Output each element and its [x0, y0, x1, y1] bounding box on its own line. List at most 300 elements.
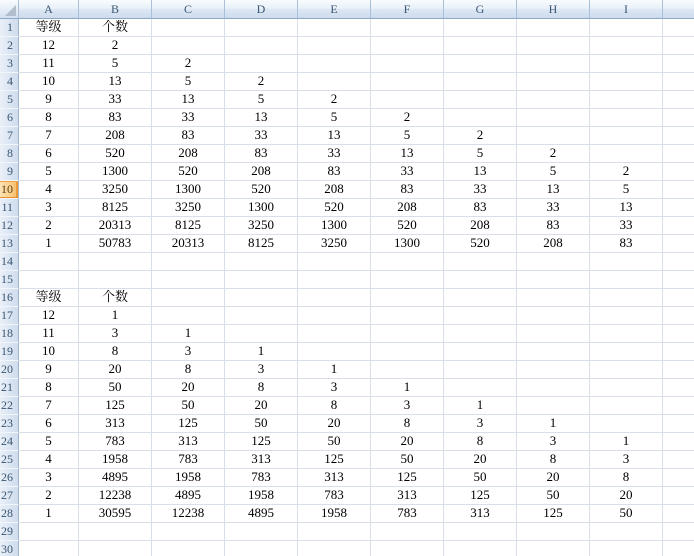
row-header-22[interactable]: [0, 397, 19, 415]
cell-B9[interactable]: 1300: [79, 163, 152, 181]
cell-partial-20[interactable]: [663, 361, 694, 379]
cell-F14[interactable]: [371, 253, 444, 271]
row-header-7[interactable]: [0, 127, 19, 145]
cell-A11[interactable]: 3: [19, 199, 79, 217]
cell-A12[interactable]: 2: [19, 217, 79, 235]
cell-A25[interactable]: 4: [19, 451, 79, 469]
cell-E4[interactable]: [298, 73, 371, 91]
cell-C27[interactable]: 4895: [152, 487, 225, 505]
cell-E26[interactable]: 313: [298, 469, 371, 487]
cell-D22[interactable]: 20: [225, 397, 298, 415]
cell-H11[interactable]: 33: [517, 199, 590, 217]
cell-F15[interactable]: [371, 271, 444, 289]
cell-partial-23[interactable]: [663, 415, 694, 433]
cell-C18[interactable]: 1: [152, 325, 225, 343]
cell-I8[interactable]: [590, 145, 663, 163]
cell-C21[interactable]: 20: [152, 379, 225, 397]
cell-E8[interactable]: 33: [298, 145, 371, 163]
cell-E17[interactable]: [298, 307, 371, 325]
cell-B6[interactable]: 83: [79, 109, 152, 127]
cell-C22[interactable]: 50: [152, 397, 225, 415]
cell-I5[interactable]: [590, 91, 663, 109]
cell-C30[interactable]: [152, 541, 225, 556]
cell-I17[interactable]: [590, 307, 663, 325]
cell-H4[interactable]: [517, 73, 590, 91]
cell-D2[interactable]: [225, 37, 298, 55]
cell-H22[interactable]: [517, 397, 590, 415]
cell-E23[interactable]: 20: [298, 415, 371, 433]
cell-C13[interactable]: 20313: [152, 235, 225, 253]
row-header-28[interactable]: [0, 505, 19, 523]
cell-B27[interactable]: 12238: [79, 487, 152, 505]
cell-C20[interactable]: 8: [152, 361, 225, 379]
cell-B25[interactable]: 1958: [79, 451, 152, 469]
cell-I26[interactable]: 8: [590, 469, 663, 487]
cell-partial-14[interactable]: [663, 253, 694, 271]
cell-partial-9[interactable]: [663, 163, 694, 181]
cell-G12[interactable]: 208: [444, 217, 517, 235]
cell-G30[interactable]: [444, 541, 517, 556]
cell-F13[interactable]: 1300: [371, 235, 444, 253]
cell-D18[interactable]: [225, 325, 298, 343]
cell-D13[interactable]: 8125: [225, 235, 298, 253]
cell-A27[interactable]: 2: [19, 487, 79, 505]
cell-H18[interactable]: [517, 325, 590, 343]
cell-E3[interactable]: [298, 55, 371, 73]
cell-H3[interactable]: [517, 55, 590, 73]
cell-partial-8[interactable]: [663, 145, 694, 163]
cell-F27[interactable]: 313: [371, 487, 444, 505]
cell-B8[interactable]: 520: [79, 145, 152, 163]
row-header-9[interactable]: [0, 163, 19, 181]
cell-F19[interactable]: [371, 343, 444, 361]
cell-G7[interactable]: 2: [444, 127, 517, 145]
cell-A29[interactable]: [19, 523, 79, 541]
row-header-27[interactable]: [0, 487, 19, 505]
cell-D30[interactable]: [225, 541, 298, 556]
cell-F21[interactable]: 1: [371, 379, 444, 397]
cell-I29[interactable]: [590, 523, 663, 541]
cell-H5[interactable]: [517, 91, 590, 109]
cell-I19[interactable]: [590, 343, 663, 361]
row-header-3[interactable]: [0, 55, 19, 73]
cell-D19[interactable]: 1: [225, 343, 298, 361]
cell-E12[interactable]: 1300: [298, 217, 371, 235]
cell-partial-7[interactable]: [663, 127, 694, 145]
cell-G8[interactable]: 5: [444, 145, 517, 163]
cell-partial-24[interactable]: [663, 433, 694, 451]
cell-F22[interactable]: 3: [371, 397, 444, 415]
cell-D5[interactable]: 5: [225, 91, 298, 109]
cell-E5[interactable]: 2: [298, 91, 371, 109]
cell-I20[interactable]: [590, 361, 663, 379]
row-header-4[interactable]: [0, 73, 19, 91]
cell-A19[interactable]: 10: [19, 343, 79, 361]
row-header-23[interactable]: [0, 415, 19, 433]
cell-H26[interactable]: 20: [517, 469, 590, 487]
cell-partial-15[interactable]: [663, 271, 694, 289]
cell-D24[interactable]: 125: [225, 433, 298, 451]
cell-C12[interactable]: 8125: [152, 217, 225, 235]
column-header-E[interactable]: E: [298, 0, 371, 19]
cell-G16[interactable]: [444, 289, 517, 307]
cell-E7[interactable]: 13: [298, 127, 371, 145]
cell-D15[interactable]: [225, 271, 298, 289]
cell-B23[interactable]: 313: [79, 415, 152, 433]
row-header-14[interactable]: [0, 253, 19, 271]
column-header-partial[interactable]: [663, 0, 694, 19]
cell-F20[interactable]: [371, 361, 444, 379]
cell-partial-17[interactable]: [663, 307, 694, 325]
cell-D23[interactable]: 50: [225, 415, 298, 433]
cell-I7[interactable]: [590, 127, 663, 145]
cell-A14[interactable]: [19, 253, 79, 271]
cell-H13[interactable]: 208: [517, 235, 590, 253]
cell-B18[interactable]: 3: [79, 325, 152, 343]
cell-H7[interactable]: [517, 127, 590, 145]
cell-A15[interactable]: [19, 271, 79, 289]
cell-F12[interactable]: 520: [371, 217, 444, 235]
cell-G13[interactable]: 520: [444, 235, 517, 253]
cell-G15[interactable]: [444, 271, 517, 289]
cell-C16[interactable]: [152, 289, 225, 307]
cell-C3[interactable]: 2: [152, 55, 225, 73]
cell-A9[interactable]: 5: [19, 163, 79, 181]
cell-C15[interactable]: [152, 271, 225, 289]
cell-F11[interactable]: 208: [371, 199, 444, 217]
cell-H24[interactable]: 3: [517, 433, 590, 451]
cell-partial-27[interactable]: [663, 487, 694, 505]
cell-F17[interactable]: [371, 307, 444, 325]
cell-G28[interactable]: 313: [444, 505, 517, 523]
cell-D14[interactable]: [225, 253, 298, 271]
cell-partial-4[interactable]: [663, 73, 694, 91]
cell-C7[interactable]: 83: [152, 127, 225, 145]
cell-I4[interactable]: [590, 73, 663, 91]
cell-E15[interactable]: [298, 271, 371, 289]
cell-B22[interactable]: 125: [79, 397, 152, 415]
cell-E14[interactable]: [298, 253, 371, 271]
cell-G23[interactable]: 3: [444, 415, 517, 433]
cell-F24[interactable]: 20: [371, 433, 444, 451]
cell-D28[interactable]: 4895: [225, 505, 298, 523]
cell-F9[interactable]: 33: [371, 163, 444, 181]
cell-C23[interactable]: 125: [152, 415, 225, 433]
cell-C6[interactable]: 33: [152, 109, 225, 127]
row-header-20[interactable]: [0, 361, 19, 379]
cell-G25[interactable]: 20: [444, 451, 517, 469]
cell-partial-12[interactable]: [663, 217, 694, 235]
column-header-H[interactable]: H: [517, 0, 590, 19]
cell-I21[interactable]: [590, 379, 663, 397]
cell-D1[interactable]: [225, 19, 298, 37]
cell-D10[interactable]: 520: [225, 181, 298, 199]
cell-E1[interactable]: [298, 19, 371, 37]
cell-B2[interactable]: 2: [79, 37, 152, 55]
cell-C28[interactable]: 12238: [152, 505, 225, 523]
cell-C11[interactable]: 3250: [152, 199, 225, 217]
cell-E24[interactable]: 50: [298, 433, 371, 451]
cell-partial-1[interactable]: [663, 19, 694, 37]
row-header-21[interactable]: [0, 379, 19, 397]
cell-D29[interactable]: [225, 523, 298, 541]
column-header-G[interactable]: G: [444, 0, 517, 19]
cell-E19[interactable]: [298, 343, 371, 361]
cell-B21[interactable]: 50: [79, 379, 152, 397]
cell-A5[interactable]: 9: [19, 91, 79, 109]
cell-B15[interactable]: [79, 271, 152, 289]
cell-F7[interactable]: 5: [371, 127, 444, 145]
cell-B26[interactable]: 4895: [79, 469, 152, 487]
cell-E27[interactable]: 783: [298, 487, 371, 505]
cell-E11[interactable]: 520: [298, 199, 371, 217]
row-header-26[interactable]: [0, 469, 19, 487]
cell-I30[interactable]: [590, 541, 663, 556]
cell-G1[interactable]: [444, 19, 517, 37]
cell-E13[interactable]: 3250: [298, 235, 371, 253]
cell-H23[interactable]: 1: [517, 415, 590, 433]
cell-C29[interactable]: [152, 523, 225, 541]
cell-H19[interactable]: [517, 343, 590, 361]
cell-partial-16[interactable]: [663, 289, 694, 307]
cell-F16[interactable]: [371, 289, 444, 307]
cell-E25[interactable]: 125: [298, 451, 371, 469]
cell-I22[interactable]: [590, 397, 663, 415]
cell-B16[interactable]: 个数: [79, 289, 152, 307]
row-header-10[interactable]: [0, 181, 19, 199]
cell-C10[interactable]: 1300: [152, 181, 225, 199]
cell-G29[interactable]: [444, 523, 517, 541]
cell-E22[interactable]: 8: [298, 397, 371, 415]
cell-C1[interactable]: [152, 19, 225, 37]
cell-partial-26[interactable]: [663, 469, 694, 487]
cell-I24[interactable]: 1: [590, 433, 663, 451]
cell-I3[interactable]: [590, 55, 663, 73]
cell-C9[interactable]: 520: [152, 163, 225, 181]
cell-D26[interactable]: 783: [225, 469, 298, 487]
cell-partial-5[interactable]: [663, 91, 694, 109]
cell-H16[interactable]: [517, 289, 590, 307]
cell-D7[interactable]: 33: [225, 127, 298, 145]
cell-G14[interactable]: [444, 253, 517, 271]
row-header-13[interactable]: [0, 235, 19, 253]
cell-partial-25[interactable]: [663, 451, 694, 469]
cell-I13[interactable]: 83: [590, 235, 663, 253]
cell-partial-28[interactable]: [663, 505, 694, 523]
cell-B14[interactable]: [79, 253, 152, 271]
cell-A20[interactable]: 9: [19, 361, 79, 379]
cell-G24[interactable]: 8: [444, 433, 517, 451]
cell-B28[interactable]: 30595: [79, 505, 152, 523]
cell-D27[interactable]: 1958: [225, 487, 298, 505]
cell-H1[interactable]: [517, 19, 590, 37]
cell-F1[interactable]: [371, 19, 444, 37]
cell-A4[interactable]: 10: [19, 73, 79, 91]
cell-D11[interactable]: 1300: [225, 199, 298, 217]
row-header-24[interactable]: [0, 433, 19, 451]
column-header-A[interactable]: A: [19, 0, 79, 19]
cell-A6[interactable]: 8: [19, 109, 79, 127]
cell-E30[interactable]: [298, 541, 371, 556]
cell-G11[interactable]: 83: [444, 199, 517, 217]
cell-I12[interactable]: 33: [590, 217, 663, 235]
cell-E9[interactable]: 83: [298, 163, 371, 181]
cell-F4[interactable]: [371, 73, 444, 91]
cell-partial-18[interactable]: [663, 325, 694, 343]
cell-D6[interactable]: 13: [225, 109, 298, 127]
row-header-11[interactable]: [0, 199, 19, 217]
cell-partial-11[interactable]: [663, 199, 694, 217]
cell-E6[interactable]: 5: [298, 109, 371, 127]
cell-H21[interactable]: [517, 379, 590, 397]
cell-I14[interactable]: [590, 253, 663, 271]
cell-A10[interactable]: 4: [19, 181, 79, 199]
cell-B17[interactable]: 1: [79, 307, 152, 325]
cell-B10[interactable]: 3250: [79, 181, 152, 199]
cell-B4[interactable]: 13: [79, 73, 152, 91]
row-header-1[interactable]: [0, 19, 19, 37]
cell-C4[interactable]: 5: [152, 73, 225, 91]
cell-C2[interactable]: [152, 37, 225, 55]
row-header-19[interactable]: [0, 343, 19, 361]
cell-G3[interactable]: [444, 55, 517, 73]
cell-partial-10[interactable]: [663, 181, 694, 199]
cell-I23[interactable]: [590, 415, 663, 433]
cell-H6[interactable]: [517, 109, 590, 127]
row-header-2[interactable]: [0, 37, 19, 55]
cell-H9[interactable]: 5: [517, 163, 590, 181]
cell-D4[interactable]: 2: [225, 73, 298, 91]
cell-A24[interactable]: 5: [19, 433, 79, 451]
column-header-I[interactable]: I: [590, 0, 663, 19]
cell-D20[interactable]: 3: [225, 361, 298, 379]
cell-F5[interactable]: [371, 91, 444, 109]
cell-C24[interactable]: 313: [152, 433, 225, 451]
column-header-C[interactable]: C: [152, 0, 225, 19]
cell-A13[interactable]: 1: [19, 235, 79, 253]
cell-H17[interactable]: [517, 307, 590, 325]
cell-C19[interactable]: 3: [152, 343, 225, 361]
cell-I10[interactable]: 5: [590, 181, 663, 199]
cell-B12[interactable]: 20313: [79, 217, 152, 235]
cell-E16[interactable]: [298, 289, 371, 307]
cell-E18[interactable]: [298, 325, 371, 343]
cell-G6[interactable]: [444, 109, 517, 127]
cell-partial-2[interactable]: [663, 37, 694, 55]
row-header-5[interactable]: [0, 91, 19, 109]
row-header-17[interactable]: [0, 307, 19, 325]
row-header-30[interactable]: [0, 541, 19, 556]
cell-I6[interactable]: [590, 109, 663, 127]
cell-B20[interactable]: 20: [79, 361, 152, 379]
cell-F18[interactable]: [371, 325, 444, 343]
cell-H12[interactable]: 83: [517, 217, 590, 235]
cell-B19[interactable]: 8: [79, 343, 152, 361]
row-header-12[interactable]: [0, 217, 19, 235]
cell-F8[interactable]: 13: [371, 145, 444, 163]
cell-partial-6[interactable]: [663, 109, 694, 127]
cell-I18[interactable]: [590, 325, 663, 343]
cell-F10[interactable]: 83: [371, 181, 444, 199]
cell-partial-30[interactable]: [663, 541, 694, 556]
cell-H25[interactable]: 8: [517, 451, 590, 469]
cell-B1[interactable]: 个数: [79, 19, 152, 37]
cell-G21[interactable]: [444, 379, 517, 397]
cell-B13[interactable]: 50783: [79, 235, 152, 253]
cell-A26[interactable]: 3: [19, 469, 79, 487]
row-header-8[interactable]: [0, 145, 19, 163]
cell-H8[interactable]: 2: [517, 145, 590, 163]
cell-A30[interactable]: [19, 541, 79, 556]
cell-I11[interactable]: 13: [590, 199, 663, 217]
cell-I25[interactable]: 3: [590, 451, 663, 469]
cell-A8[interactable]: 6: [19, 145, 79, 163]
cell-A3[interactable]: 11: [19, 55, 79, 73]
cell-I16[interactable]: [590, 289, 663, 307]
cell-H14[interactable]: [517, 253, 590, 271]
cell-partial-3[interactable]: [663, 55, 694, 73]
row-header-6[interactable]: [0, 109, 19, 127]
select-all-corner[interactable]: [0, 0, 19, 19]
cell-F30[interactable]: [371, 541, 444, 556]
cell-F2[interactable]: [371, 37, 444, 55]
cell-G22[interactable]: 1: [444, 397, 517, 415]
cell-E20[interactable]: 1: [298, 361, 371, 379]
cell-partial-19[interactable]: [663, 343, 694, 361]
cell-F3[interactable]: [371, 55, 444, 73]
cell-F26[interactable]: 125: [371, 469, 444, 487]
cell-A16[interactable]: 等级: [19, 289, 79, 307]
cell-E10[interactable]: 208: [298, 181, 371, 199]
column-header-D[interactable]: D: [225, 0, 298, 19]
cell-B11[interactable]: 8125: [79, 199, 152, 217]
row-header-18[interactable]: [0, 325, 19, 343]
cell-C14[interactable]: [152, 253, 225, 271]
cell-A7[interactable]: 7: [19, 127, 79, 145]
cell-H27[interactable]: 50: [517, 487, 590, 505]
cell-C5[interactable]: 13: [152, 91, 225, 109]
cell-partial-29[interactable]: [663, 523, 694, 541]
cell-F29[interactable]: [371, 523, 444, 541]
cell-G20[interactable]: [444, 361, 517, 379]
cell-partial-21[interactable]: [663, 379, 694, 397]
cell-C26[interactable]: 1958: [152, 469, 225, 487]
cell-D25[interactable]: 313: [225, 451, 298, 469]
cell-C17[interactable]: [152, 307, 225, 325]
cell-H29[interactable]: [517, 523, 590, 541]
cell-F23[interactable]: 8: [371, 415, 444, 433]
cell-I2[interactable]: [590, 37, 663, 55]
cell-G10[interactable]: 33: [444, 181, 517, 199]
cell-I9[interactable]: 2: [590, 163, 663, 181]
column-header-F[interactable]: F: [371, 0, 444, 19]
cell-G27[interactable]: 125: [444, 487, 517, 505]
cell-H20[interactable]: [517, 361, 590, 379]
cell-E28[interactable]: 1958: [298, 505, 371, 523]
cell-G5[interactable]: [444, 91, 517, 109]
row-header-16[interactable]: [0, 289, 19, 307]
cell-A28[interactable]: 1: [19, 505, 79, 523]
cell-H10[interactable]: 13: [517, 181, 590, 199]
cell-D9[interactable]: 208: [225, 163, 298, 181]
cell-partial-22[interactable]: [663, 397, 694, 415]
cell-G26[interactable]: 50: [444, 469, 517, 487]
cell-C8[interactable]: 208: [152, 145, 225, 163]
cell-G9[interactable]: 13: [444, 163, 517, 181]
cell-F28[interactable]: 783: [371, 505, 444, 523]
cell-B5[interactable]: 33: [79, 91, 152, 109]
column-header-B[interactable]: B: [79, 0, 152, 19]
